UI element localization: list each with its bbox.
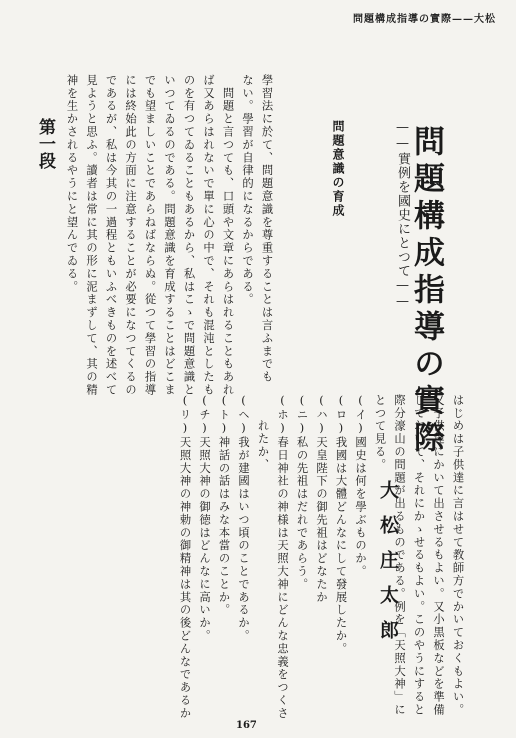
- body-text-column: 神を生かされるやうにと望んでゐる。: [65, 74, 79, 294]
- body-text-column: (ト)神話の話はみな本當のことか。: [217, 394, 231, 617]
- author-name: 大松庄太郎: [377, 480, 399, 655]
- body-text-column: であるが、私は今其の一過程ともいふべきものを述べて: [104, 74, 118, 397]
- body-text-column: (ホ)春日神社の神様は天照大神にどんな忠義をつくさ: [276, 394, 289, 720]
- body-text-column: 際分濠山の問題が出るものである。例を「天照大神」に: [393, 394, 406, 717]
- body-text-column: はじめは子供達に言はせて教師方でかいておくもよい。: [451, 394, 465, 717]
- body-text-column: (ヘ)我が建國はいつ頃のことであるか。: [237, 394, 250, 643]
- body-text-column: のを有つてゐることもあるから、私はこゝで問題意識と: [182, 74, 196, 397]
- body-text-column: 見ようと思ふ。讀者は常に其の形に泥まずして、其の精: [85, 74, 98, 397]
- article-title: 問題構成指導の實際: [408, 125, 444, 458]
- running-head: 問題構成指導の實際——大松: [353, 14, 496, 25]
- body-text-column: 學習法に於て、問題意識を尊重することは言ふまでも: [260, 74, 274, 384]
- body-text-column: には終始此の方面に注意することが必要になつてくるの: [124, 74, 137, 397]
- article-subtitle: ——實例を國史にとつて——: [395, 120, 410, 310]
- body-text-column: しておいて、それにかゝせるもよい。このやうにすると: [412, 394, 426, 717]
- page-number: 167: [236, 720, 257, 731]
- body-text-column: (イ)國史は何を學ぶものか。: [354, 394, 367, 578]
- body-text-column: とつて見る。: [373, 394, 387, 472]
- body-text-column: ない。學習が自律的になるからである。: [241, 74, 254, 307]
- body-text-column: (チ)天照大神の御徳はどんなに高いか。: [198, 394, 211, 643]
- body-text-right: [175, 394, 468, 720]
- section-label: 第一段: [35, 118, 55, 169]
- body-text-column: (リ)天照大神の神勅の御精神は其の後どんなであるか: [178, 394, 192, 720]
- body-text-column: (ロ)我國は大體どんなにして發展したか。: [334, 394, 348, 656]
- body-text-column: (ハ)天皇陛下の御先祖はどなたか: [315, 394, 328, 604]
- body-text-column: れたか、: [256, 394, 270, 472]
- body-text-column: ば又あらはれないで單に心の中で、それも混沌としたも: [202, 74, 215, 397]
- body-text-column: 問題と言つても、口頭や文章にあらはれることもあれ: [221, 74, 235, 397]
- body-text-column: (ニ)私の先祖はだれであらう。: [295, 394, 309, 591]
- body-text-column: いつてゐるのである。問題意識を育成することはどこま: [163, 74, 176, 397]
- body-text-left: [62, 74, 277, 397]
- body-text-column: でも望ましいことであらねばならぬ。從つて學習の指導: [143, 74, 157, 397]
- section-heading: 問題意識の育成: [331, 120, 345, 218]
- body-text-column: 又子供達にかいて出させるもよい。又小黒板などを準備: [432, 394, 445, 717]
